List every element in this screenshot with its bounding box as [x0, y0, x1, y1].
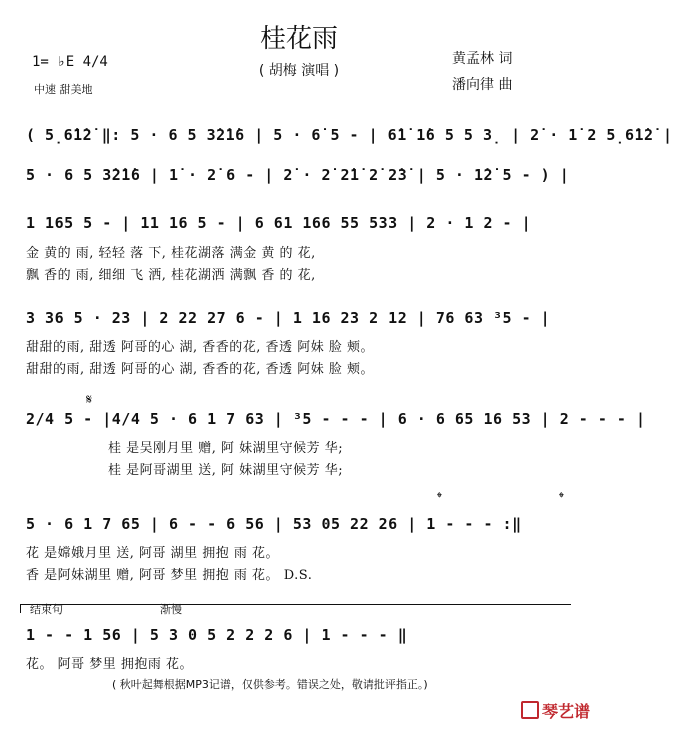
lyric-line: 香 是阿妹湖里 赠, 阿哥 梦里 拥抱 雨 花。 D.S. — [26, 568, 313, 583]
segno-icon: 𝄋 — [86, 392, 93, 408]
music-line: 5 · 6 1 7 65 | 6 - - 6 56 | 53 05 22 26 | 1 - - - :‖ — [26, 515, 522, 533]
ending-label: 结束句 — [30, 603, 63, 616]
ending-bracket — [20, 604, 571, 613]
coda-icon: 𝄌 — [559, 490, 564, 506]
logo-text: 琴艺谱 — [541, 702, 590, 721]
coda-icon: 𝄌 — [437, 490, 442, 506]
lyric-line: 飘 香的 雨, 细细 飞 洒, 桂花湖洒 满飘 香 的 花, — [26, 268, 316, 283]
lyric-line: 甜甜的雨, 甜透 阿哥的心 湖, 香香的花, 香透 阿妹 脸 颊。 — [26, 340, 374, 355]
lyric-line: 金 黄的 雨, 轻轻 落 下, 桂花湖落 满金 黄 的 花, — [26, 246, 316, 261]
footnote: ( 秋叶起舞根据MP3记谱，仅供参考。错误之处，敬请批评指正。) — [112, 678, 428, 691]
rit-label: 渐慢 — [160, 603, 182, 616]
lyric-line: 桂 是吴刚月里 赠, 阿 妹湖里守候芳 华; — [108, 441, 344, 456]
music-line: 5 · 6 5 3̇2̇1̇6 | 1̇ · 2̇ 6 - | 2̇ · 2̇ 2̇1̇ 2̇ 2̇3̇ | 5 · 1̇2̇ 5 - ) | — [26, 166, 570, 184]
tempo-mark: 中速 甜美地 — [34, 83, 93, 96]
key-signature: 1= ♭E 4/4 — [32, 54, 108, 70]
lyric-line: 花。 阿哥 梦里 拥抱雨 花。 — [26, 657, 194, 672]
lyricist-credit: 黄孟林 词 — [452, 51, 513, 67]
music-line: 1 165 5 - | 11 16 5 - | 6 61 166 55 533 | 2 · 1 2 - | — [26, 214, 532, 232]
logo-mark-icon — [521, 701, 539, 719]
music-line: 1 - - 1 56 | 5 3 0 5 2 2 2 6 | 1 - - - ‖ — [26, 626, 408, 644]
lyric-line: 花 是嫦娥月里 送, 阿哥 湖里 拥抱 雨 花。 — [26, 546, 280, 561]
music-line: 3 36 5 · 23 | 2 22 27 6 - | 1 16 23 2 12 | 76 63 ³5 - | — [26, 309, 551, 327]
music-line: 2/4 5 - |4/4 5 · 6 1 7 63 | ³5 - - - | 6 · 6 65 16 53 | 2 - - - | — [26, 410, 646, 428]
composer-credit: 潘向律 曲 — [452, 77, 513, 93]
site-logo — [521, 699, 590, 722]
page-title: 桂花雨 — [259, 24, 338, 54]
music-line: ( 5̣6̇1̇2̇ ‖: 5 · 6 5 3̇2̇1̇6 | 5 · 6̇ 5 - | 6̇1̇ 1̇6 5 5 3̣ | 2̇ · 1̇ 2 5̣6̇1̇2̇ | — [26, 126, 673, 144]
lyric-line: 甜甜的雨, 甜透 阿哥的心 湖, 香香的花, 香透 阿妹 脸 颊。 — [26, 362, 374, 377]
page-subtitle: ( 胡梅 演唱 ) — [258, 63, 340, 79]
lyric-line: 桂 是阿哥湖里 送, 阿 妹湖里守候芳 华; — [108, 463, 344, 478]
